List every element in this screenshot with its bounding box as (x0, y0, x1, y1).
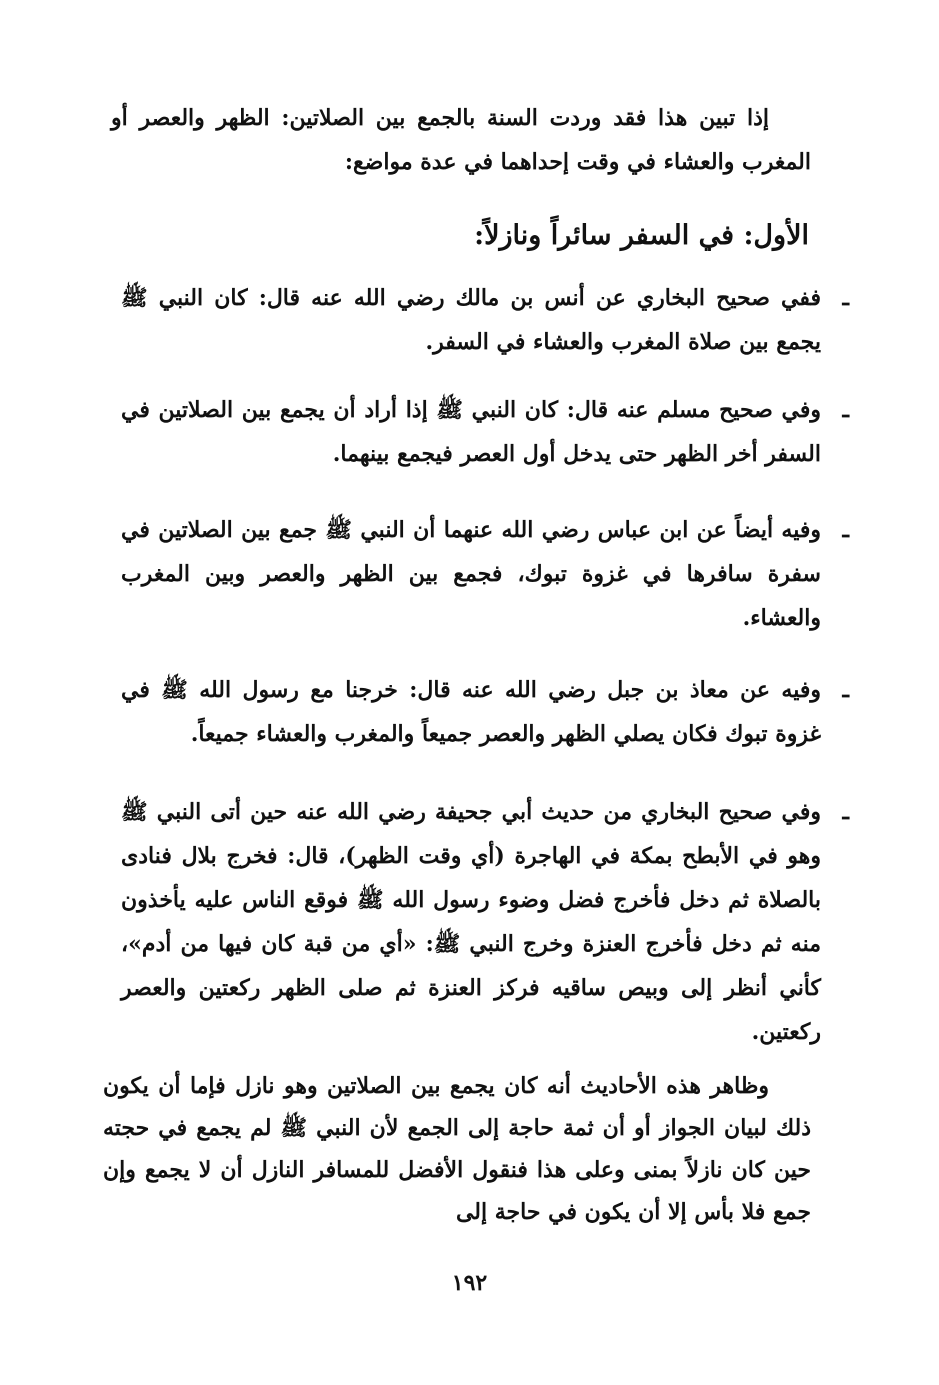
section-heading: الأول: في السفر سائراً ونازلاً: (474, 220, 809, 251)
item-dash: ـ (842, 517, 849, 543)
list-item (121, 668, 849, 756)
intro-paragraph: إذا تبين هذا فقد وردت السنة بالجمع بين الصلاتين: الظهر والعصر أو المغرب والعشاء في وقت إحداهما في عدة مواضع: (111, 105, 811, 175)
page-number: ١٩٢ (451, 1270, 488, 1296)
list-item (121, 508, 849, 640)
closing-paragraph: وظاهر هذه الأحاديث أنه كان يجمع بين الصلاتين وهو نازل فإما أن يكون ذلك لبيان الجواز أو أن ثمة حاجة إلى الجمع لأن النبي ﷺ لم يجمع في حجته حين كان نازلاً بمنى وعلى هذا فنقول الأفضل للمسافر النازل أن لا يجمع وإن جمع فلا بأس إلا أن يكون في حاجة إلى (103, 1073, 811, 1225)
item-dash: ـ (842, 799, 849, 825)
item-text: ففي صحيح البخاري عن أنس بن مالك رضي الله عنه قال: كان النبي ﷺ يجمع بين صلاة المغرب والعشاء في السفر. (121, 285, 821, 355)
item-text: وفيه أيضاً عن ابن عباس رضي الله عنهما أن النبي ﷺ جمع بين الصلاتين في سفرة سافرها في غزوة تبوك، فجمع بين الظهر والعصر وبين المغرب والعشاء. (121, 517, 821, 631)
item-dash: ـ (842, 677, 849, 703)
list-item (121, 790, 849, 1054)
item-dash: ـ (842, 285, 849, 311)
item-text: وفيه عن معاذ بن جبل رضي الله عنه قال: خرجنا مع رسول الله ﷺ في غزوة تبوك فكان يصلي الظهر والعصر جميعاً والمغرب والعشاء جميعاً. (121, 677, 821, 747)
list-item (121, 276, 849, 364)
item-text: وفي صحيح مسلم عنه قال: كان النبي ﷺ إذا أراد أن يجمع بين الصلاتين في السفر أخر الظهر حتى يدخل أول العصر فيجمع بينهما. (121, 397, 821, 467)
item-dash: ـ (842, 397, 849, 423)
list-item (121, 388, 849, 476)
item-text: وفي صحيح البخاري من حديث أبي جحيفة رضي الله عنه حين أتى النبي ﷺ وهو في الأبطح بمكة في الهاجرة (أي وقت الظهر)، قال: فخرج بلال فنادى بالصلاة ثم دخل فأخرج فضل وضوء رسول الله ﷺ فوقع الناس عليه يأخذون منه ثم دخل فأخرج العنزة وخرج النبي ﷺ: «أي من قبة كان فيها من أدم»، كأني أنظر إلى وبيص ساقيه فركز العنزة ثم صلى الظهر ركعتين والعصر ركعتين. (121, 799, 821, 1045)
